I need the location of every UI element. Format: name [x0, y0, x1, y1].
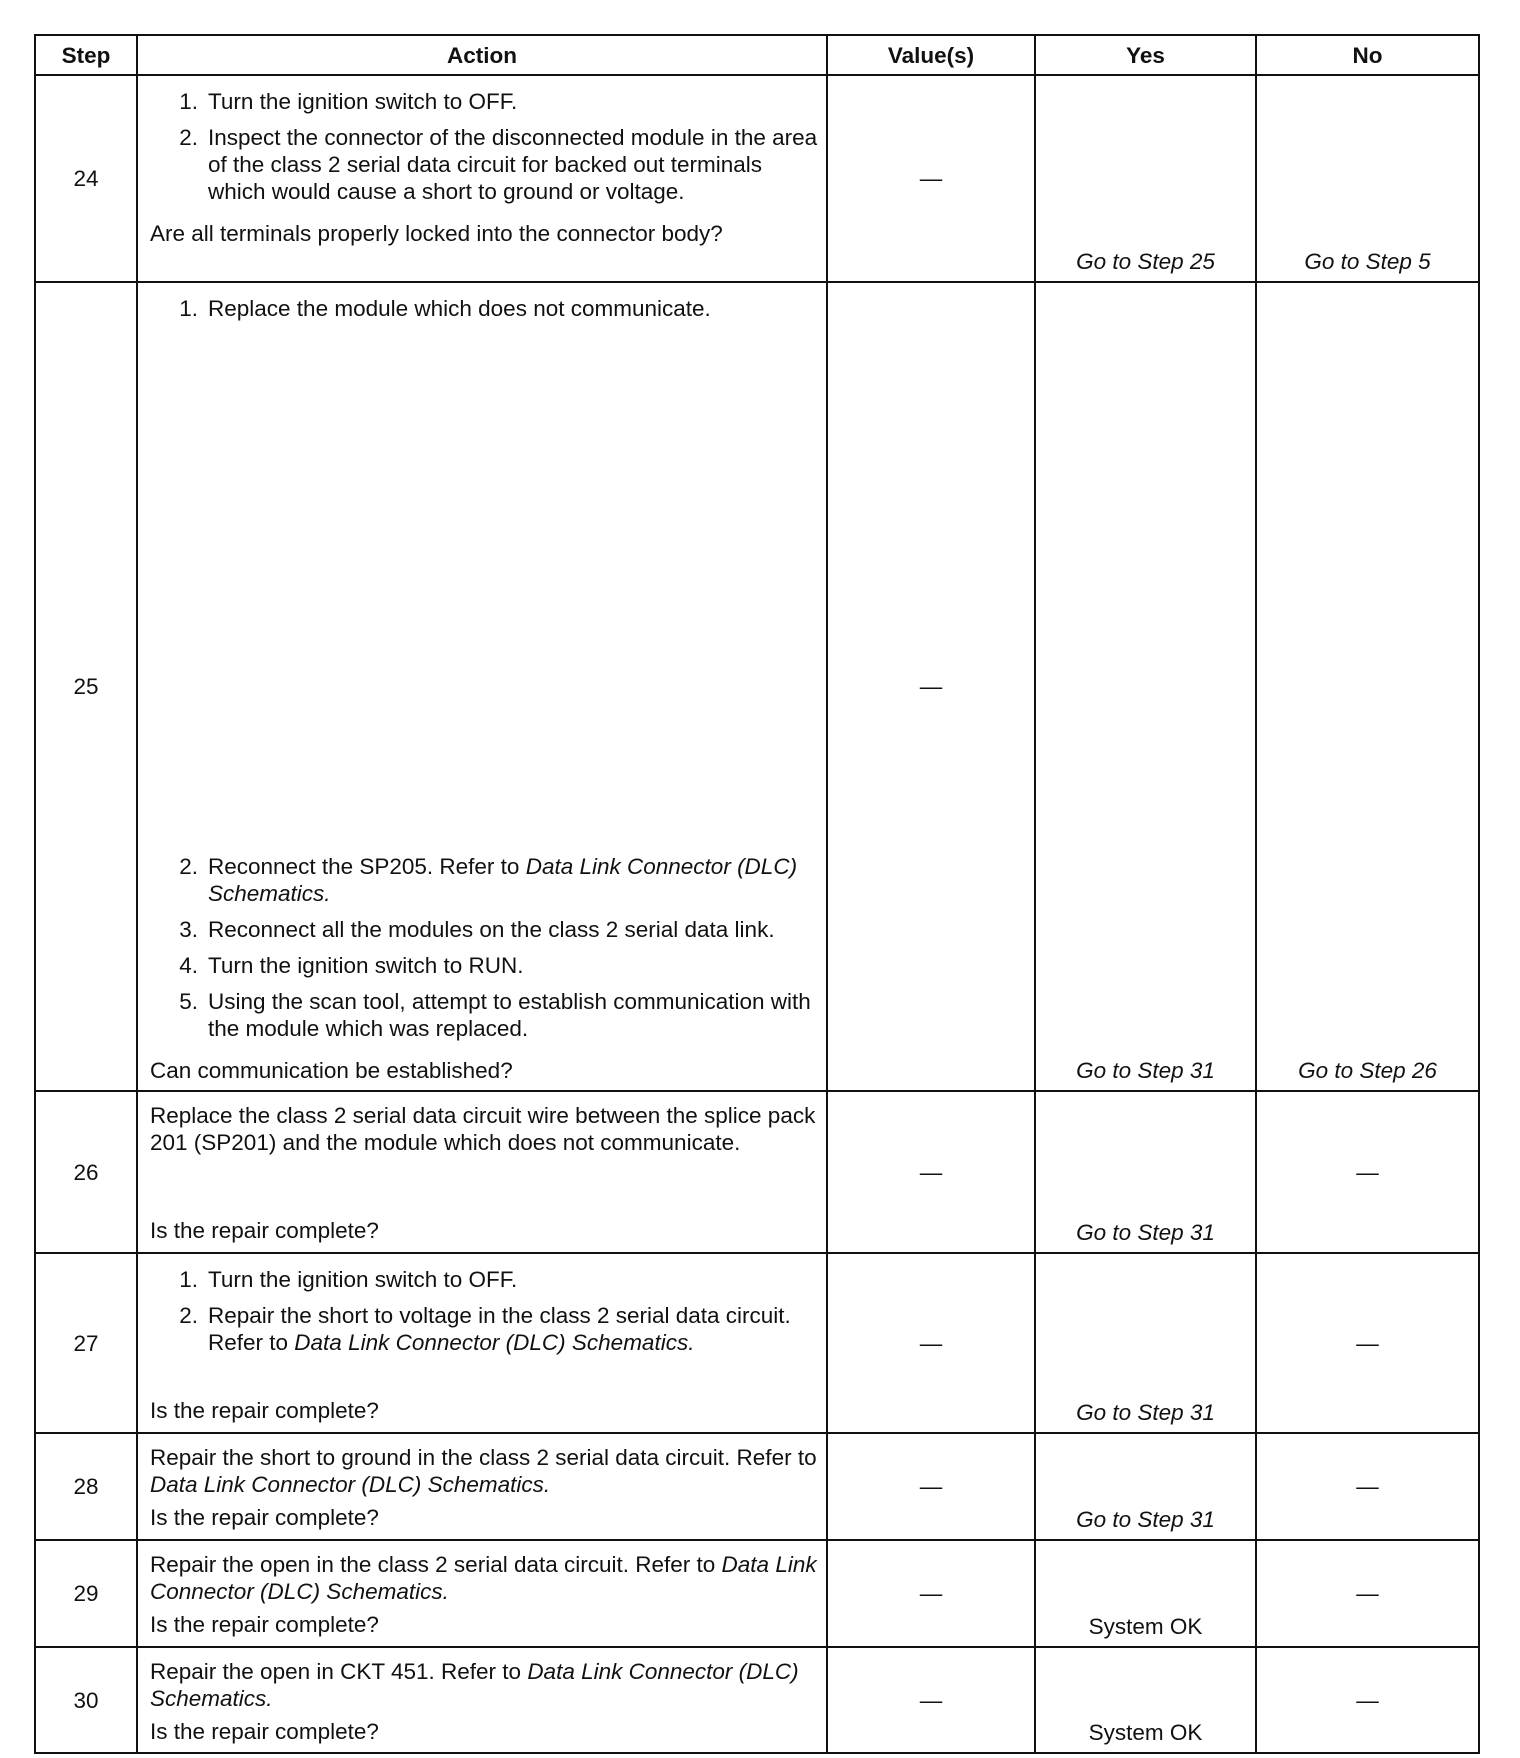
action-cell — [137, 1091, 827, 1253]
yes-cell — [1035, 1647, 1256, 1753]
header-row — [35, 35, 1479, 75]
yes-action: Go to Step 31 — [1076, 1400, 1215, 1425]
table-row — [35, 1091, 1479, 1253]
no-cell: — — [1256, 1091, 1479, 1253]
yes-cell — [1035, 1091, 1256, 1253]
action-text: Repair the short to ground in the class 2 serial data circuit. Refer to Data Link Connector (DLC) Schematics. — [150, 1445, 817, 1497]
header-yes: Yes — [1035, 35, 1256, 75]
no-cell — [1256, 75, 1479, 282]
yes-action: Go to Step 25 — [1076, 249, 1215, 274]
step-number: 28 — [35, 1433, 137, 1540]
no-action: Go to Step 5 — [1304, 249, 1431, 274]
diagnostic-table — [34, 34, 1480, 1754]
no-cell: — — [1256, 1647, 1479, 1753]
step-number: 26 — [35, 1091, 137, 1253]
list-item: 2. Inspect the connector of the disconnected module in the area of the class 2 serial data circuit for backed out terminals which would cause a short to ground or voltage. — [179, 125, 818, 204]
no-action: Go to Step 26 — [1298, 1058, 1437, 1083]
no-cell: — — [1256, 1433, 1479, 1540]
list-item: 1. Replace the module which does not communicate. — [179, 296, 711, 321]
action-cell — [137, 282, 827, 1091]
step-number: 30 — [35, 1647, 137, 1753]
question-text: Is the repair complete? — [150, 1218, 379, 1243]
action-cell — [137, 1253, 827, 1433]
action-cell — [137, 1433, 827, 1540]
list-item: 5. Using the scan tool, attempt to establish communication with the module which was replaced. — [179, 989, 811, 1041]
action-cell — [137, 1647, 827, 1753]
step-number: 24 — [35, 75, 137, 282]
value-cell: — — [827, 1540, 1035, 1647]
question-text: Are all terminals properly locked into the connector body? — [150, 221, 723, 246]
table-row — [35, 75, 1479, 282]
yes-action: Go to Step 31 — [1076, 1507, 1215, 1532]
no-cell — [1256, 282, 1479, 1091]
yes-action: System OK — [1088, 1614, 1203, 1639]
value-cell: — — [827, 282, 1035, 1091]
yes-cell — [1035, 282, 1256, 1091]
yes-cell — [1035, 1433, 1256, 1540]
list-item: 4. Turn the ignition switch to RUN. — [179, 953, 524, 978]
header-step: Step — [35, 35, 137, 75]
value-cell: — — [827, 75, 1035, 282]
step-number: 29 — [35, 1540, 137, 1647]
question-text: Is the repair complete? — [150, 1719, 379, 1744]
question-text: Is the repair complete? — [150, 1505, 379, 1530]
step-number: 27 — [35, 1253, 137, 1433]
value-cell: — — [827, 1433, 1035, 1540]
header-no: No — [1256, 35, 1479, 75]
no-cell: — — [1256, 1253, 1479, 1433]
action-text: Repair the open in CKT 451. Refer to Data Link Connector (DLC) Schematics. — [150, 1659, 799, 1711]
list-item: 3. Reconnect all the modules on the class 2 serial data link. — [179, 917, 775, 942]
yes-cell — [1035, 1253, 1256, 1433]
no-cell: — — [1256, 1540, 1479, 1647]
list-item: 2. Reconnect the SP205. Refer to Data Link Connector (DLC) Schematics. — [179, 854, 798, 906]
table-row — [35, 1433, 1479, 1540]
yes-cell — [1035, 75, 1256, 282]
value-cell: — — [827, 1647, 1035, 1753]
list-item: 1. Turn the ignition switch to OFF. — [179, 1267, 518, 1292]
yes-action: System OK — [1088, 1720, 1203, 1745]
action-text: Replace the class 2 serial data circuit wire between the splice pack 201 (SP201) and the module which does not communicate. — [150, 1103, 816, 1155]
table-row — [35, 1253, 1479, 1433]
action-cell — [137, 1540, 827, 1647]
yes-action: Go to Step 31 — [1076, 1058, 1215, 1083]
question-text: Is the repair complete? — [150, 1398, 379, 1423]
value-cell: — — [827, 1253, 1035, 1433]
action-text: Repair the open in the class 2 serial data circuit. Refer to Data Link Connector (DLC) Schematics. — [150, 1552, 817, 1604]
table-row — [35, 1540, 1479, 1647]
yes-cell — [1035, 1540, 1256, 1647]
list-item: 2. Repair the short to voltage in the class 2 serial data circuit. Refer to Data Link Connector (DLC) Schematics. — [179, 1303, 791, 1355]
question-text: Can communication be established? — [150, 1058, 513, 1083]
question-text: Is the repair complete? — [150, 1612, 379, 1637]
action-cell — [137, 75, 827, 282]
table-row — [35, 1647, 1479, 1753]
value-cell: — — [827, 1091, 1035, 1253]
header-values: Value(s) — [827, 35, 1035, 75]
list-item: 1. Turn the ignition switch to OFF. — [179, 89, 518, 114]
header-action: Action — [137, 35, 827, 75]
yes-action: Go to Step 31 — [1076, 1220, 1215, 1245]
table-row — [35, 282, 1479, 1091]
step-number: 25 — [35, 282, 137, 1091]
